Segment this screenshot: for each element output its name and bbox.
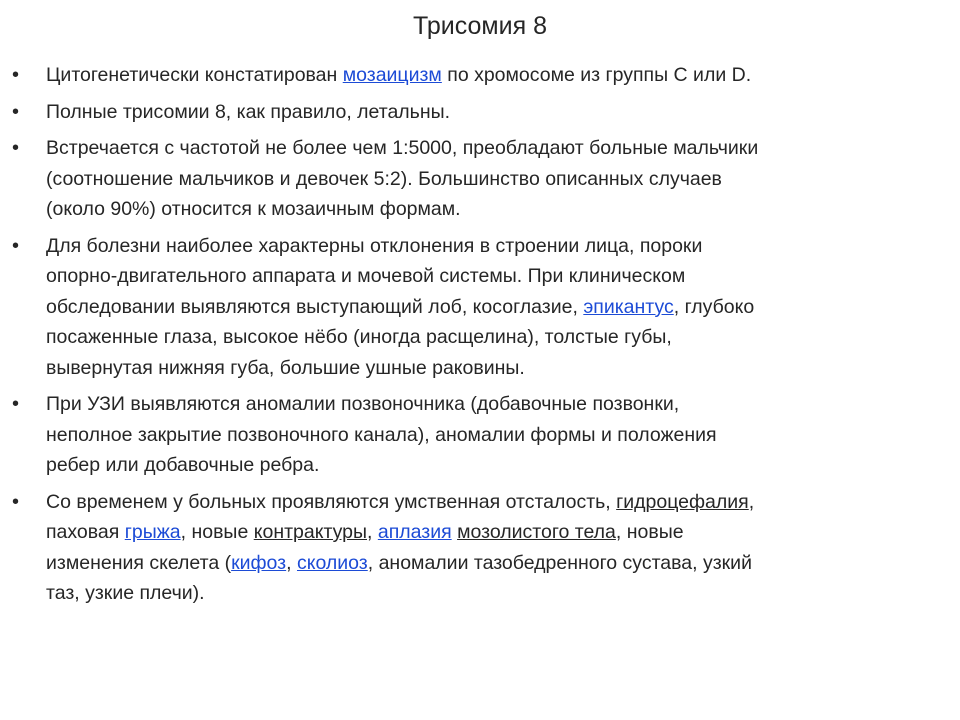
bullet-text-line — [46, 194, 940, 225]
text-segment: Со временем у больных проявляются умственная отсталость, — [46, 490, 617, 513]
text-segment: , глубоко — [673, 295, 755, 318]
bullet-item — [0, 97, 960, 128]
term-link[interactable]: контрактуры — [253, 521, 367, 543]
bullet-text-line — [46, 164, 940, 195]
text-segment: , аномалии тазобедренного сустава, узкий — [367, 551, 752, 574]
bullet-text-line — [46, 548, 940, 579]
text-segment: паховая — [46, 521, 125, 543]
bullet-item — [0, 487, 960, 609]
bullet-text-line — [46, 353, 940, 384]
term-link[interactable]: кифоз — [231, 551, 287, 574]
bullet-item — [0, 389, 960, 481]
bullet-text-line — [46, 60, 940, 91]
bullet-text-line — [46, 133, 940, 164]
term-link[interactable]: аплазия — [377, 521, 452, 543]
text-segment: , новые — [180, 521, 254, 543]
text-segment: Встречается с частотой не более чем 1:5000, преобладают больные мальчики — [46, 137, 759, 159]
text-segment: , новые — [615, 521, 684, 543]
bullet-item — [0, 231, 960, 384]
slide-title: Трисомия 8 — [413, 12, 547, 40]
bullet-text-line — [46, 450, 940, 481]
bullet-text-line — [46, 420, 940, 451]
text-segment: таз, узкие плечи). — [46, 582, 205, 604]
text-segment: (около 90%) относится к мозаичным формам. — [46, 198, 461, 220]
term-link[interactable]: грыжа — [124, 521, 181, 543]
text-segment: изменения скелета ( — [46, 551, 232, 574]
bullet-text-line — [46, 97, 940, 128]
bullet-text-line — [46, 578, 940, 609]
term-link[interactable]: мозолистого тела — [457, 521, 616, 543]
text-segment: обследовании выявляются выступающий лоб, косоглазие, — [46, 295, 584, 318]
bullet-item — [0, 60, 960, 91]
text-segment: Цитогенетически констатирован — [46, 64, 343, 86]
text-segment: Полные трисомии 8, как правило, летальны. — [46, 100, 451, 123]
term-link[interactable]: сколиоз — [296, 551, 368, 574]
text-segment: , — [286, 551, 297, 574]
bullet-item — [0, 133, 960, 225]
text-segment: опорно-двигательного аппарата и мочевой системы. При клиническом — [46, 265, 686, 287]
text-segment: по хромосоме из группы C или D. — [441, 64, 752, 86]
bullet-text-line — [46, 517, 940, 548]
bullet-text-line — [46, 389, 940, 420]
term-link[interactable]: мозаицизм — [342, 64, 442, 86]
text-segment: , — [367, 521, 378, 543]
text-segment: , — [748, 490, 755, 513]
text-segment: посаженные глаза, высокое нёбо (иногда расщелина), толстые губы, — [46, 326, 672, 348]
text-segment: неполное закрытие позвоночного канала), аномалии формы и положения — [46, 423, 717, 446]
term-link[interactable]: эпикантус — [583, 295, 674, 318]
text-segment: (соотношение мальчиков и девочек 5:2). Большинство описанных случаев — [46, 167, 722, 190]
bullet-text-line — [46, 292, 940, 323]
text-segment: Для болезни наиболее характерны отклонения в строении лица, пороки — [46, 234, 703, 257]
text-segment: При УЗИ выявляются аномалии позвоночника (добавочные позвонки, — [46, 393, 680, 415]
bullet-text-line — [46, 322, 940, 353]
bullet-list — [0, 60, 960, 615]
bullet-text-line — [46, 231, 940, 262]
text-segment: ребер или добавочные ребра. — [46, 454, 320, 476]
term-link[interactable]: гидроцефалия — [616, 490, 749, 513]
bullet-text-line — [46, 261, 940, 292]
text-segment: вывернутая нижняя губа, большие ушные раковины. — [46, 356, 525, 379]
bullet-text-line — [46, 487, 940, 518]
